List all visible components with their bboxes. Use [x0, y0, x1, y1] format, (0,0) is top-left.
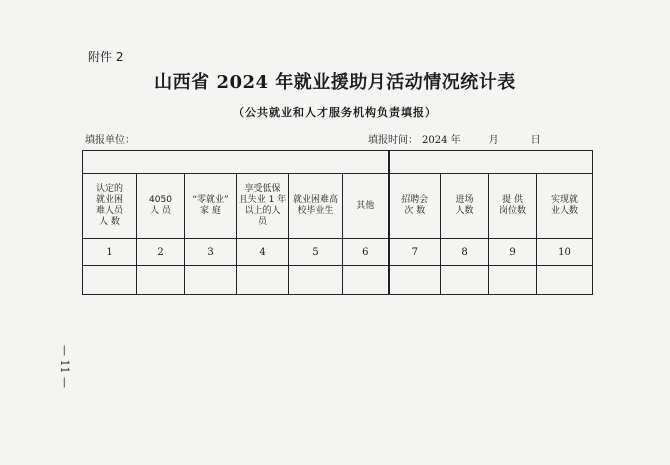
table-data-cell[interactable] — [83, 266, 137, 295]
column-number-cell: 4 — [237, 239, 289, 266]
table-header-cell: 4050 人 员 — [137, 174, 185, 239]
page-subtitle: （公共就业和人才服务机构负责填报） — [233, 106, 437, 119]
column-number-cell: 9 — [489, 239, 537, 266]
table-data-cell[interactable] — [489, 266, 537, 295]
table-data-cell[interactable] — [343, 266, 389, 295]
column-number-cell: 8 — [441, 239, 489, 266]
table-number-row — [83, 239, 593, 266]
fill-time-label: 填报时间： — [368, 135, 418, 146]
fill-time-month: 月 — [488, 135, 499, 146]
page-title: 山西省 2024 年就业援助月活动情况统计表 — [154, 72, 516, 93]
fill-time-line — [368, 131, 541, 146]
attachment-label: 附件 2 — [88, 50, 124, 64]
fill-time-year: 2024 年 — [422, 135, 461, 146]
table-data-cell[interactable] — [289, 266, 343, 295]
column-number-cell: 10 — [537, 239, 593, 266]
column-number-cell: 2 — [137, 239, 185, 266]
table-header-cell: “零就业” 家 庭 — [185, 174, 237, 239]
table-header-cell: 其他 — [343, 174, 389, 239]
table-header-cell: 认定的 就业困 难人员 人 数 — [83, 174, 137, 239]
table-header-cell: 招聘会 次 数 — [389, 174, 441, 239]
table-header-cell: 享受低保 且失业 1 年 以上的人 员 — [237, 174, 289, 239]
table-header-cell: 就业困难高 校毕业生 — [289, 174, 343, 239]
table-data-cell[interactable] — [441, 266, 489, 295]
table-data-cell[interactable] — [389, 266, 441, 295]
table-data-cell[interactable] — [185, 266, 237, 295]
table-top-row — [83, 151, 593, 174]
column-number-cell: 1 — [83, 239, 137, 266]
table-data-row — [83, 266, 593, 295]
table-data-cell[interactable] — [237, 266, 289, 295]
table-data-cell[interactable] — [537, 266, 593, 295]
table-data-cell[interactable] — [137, 266, 185, 295]
page-number: — 11 — — [58, 345, 71, 388]
column-number-cell: 3 — [185, 239, 237, 266]
fill-unit-label: 填报单位： — [85, 135, 135, 146]
table-group-cell — [389, 151, 593, 174]
statistics-table — [82, 150, 593, 295]
fill-time-day: 日 — [530, 135, 541, 146]
column-number-cell: 7 — [389, 239, 441, 266]
column-number-cell: 6 — [343, 239, 389, 266]
table-header-cell: 提 供 岗位数 — [489, 174, 537, 239]
table-group-cell — [83, 151, 389, 174]
column-number-cell: 5 — [289, 239, 343, 266]
table-header-row — [83, 174, 593, 239]
table-header-cell: 进场 人数 — [441, 174, 489, 239]
table-header-cell: 实现就 业人数 — [537, 174, 593, 239]
